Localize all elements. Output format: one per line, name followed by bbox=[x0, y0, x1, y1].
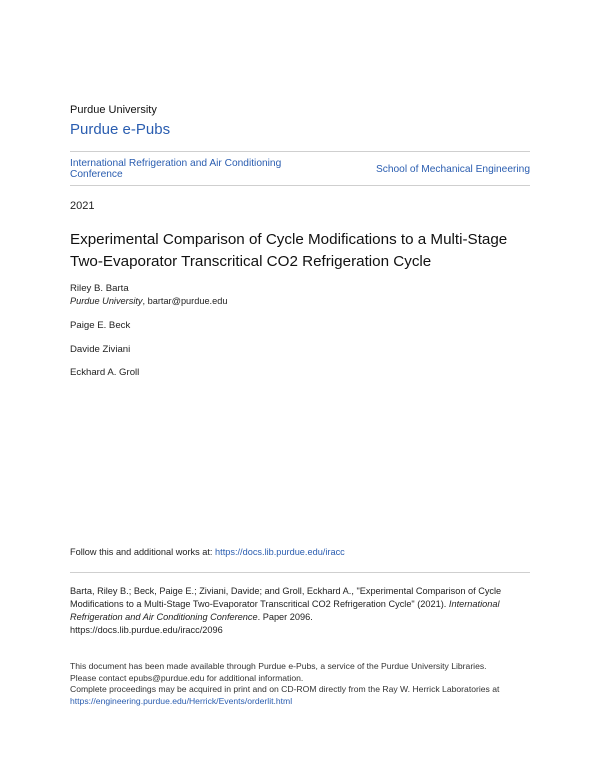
conference-line1: International Refrigeration and Air Conditioning bbox=[70, 158, 282, 169]
author-4: Eckhard A. Groll bbox=[70, 367, 140, 378]
repository-link[interactable]: Purdue e-Pubs bbox=[70, 121, 171, 138]
citation-line3: Refrigeration and Air Conditioning Conference. Paper 2096. bbox=[70, 612, 313, 622]
citation-block bbox=[70, 585, 540, 637]
title-line1: Experimental Comparison of Cycle Modifications to a Multi-Stage bbox=[70, 231, 508, 248]
author-1 bbox=[70, 282, 227, 308]
title-line2: Two-Evaporator Transcritical CO2 Refrigeration Cycle bbox=[70, 253, 432, 270]
school-link[interactable]: School of Mechanical Engineering bbox=[375, 164, 530, 175]
conference-line2: Conference bbox=[70, 169, 123, 180]
citation-line1: Barta, Riley B.; Beck, Paige E.; Ziviani, Davide; and Groll, Eckhard A., "Experimental Comparison of Cycle bbox=[70, 586, 502, 596]
citation-url[interactable]: https://docs.lib.purdue.edu/iracc/2096 bbox=[70, 625, 223, 635]
footer-block bbox=[70, 661, 540, 707]
follow-url-link[interactable]: https://docs.lib.purdue.edu/iracc bbox=[215, 547, 345, 557]
citation-line2: Modifications to a Multi-Stage Two-Evaporator Transcritical CO2 Refrigeration Cycle" (2021). International bbox=[70, 599, 500, 609]
divider-series bbox=[70, 185, 530, 186]
footer-line2: Please contact epubs@purdue.edu for additional information. bbox=[70, 672, 304, 683]
author-affiliation: Purdue University, bartar@purdue.edu bbox=[70, 296, 228, 306]
author-2: Paige E. Beck bbox=[70, 320, 131, 331]
publication-year: 2021 bbox=[70, 200, 95, 212]
footer-line1: This document has been made available through Purdue e-Pubs, a service of the Purdue University Libraries. bbox=[70, 661, 487, 671]
follow-line bbox=[70, 547, 345, 557]
author-3: Davide Ziviani bbox=[70, 344, 131, 355]
institution-name: Purdue University bbox=[70, 104, 157, 116]
author-name: Riley B. Barta bbox=[70, 283, 129, 294]
follow-text: Follow this and additional works at: bbox=[70, 547, 216, 557]
footer-line3: Complete proceedings may be acquired in print and on CD-ROM directly from the Ray W. Herrick Laboratories at bbox=[70, 684, 500, 694]
divider-top bbox=[70, 151, 530, 152]
paper-title bbox=[70, 229, 540, 273]
conference-link[interactable] bbox=[70, 158, 320, 180]
footer-url-link[interactable]: https://engineering.purdue.edu/Herrick/Events/orderlit.html bbox=[70, 695, 293, 706]
divider-citation bbox=[70, 572, 530, 573]
